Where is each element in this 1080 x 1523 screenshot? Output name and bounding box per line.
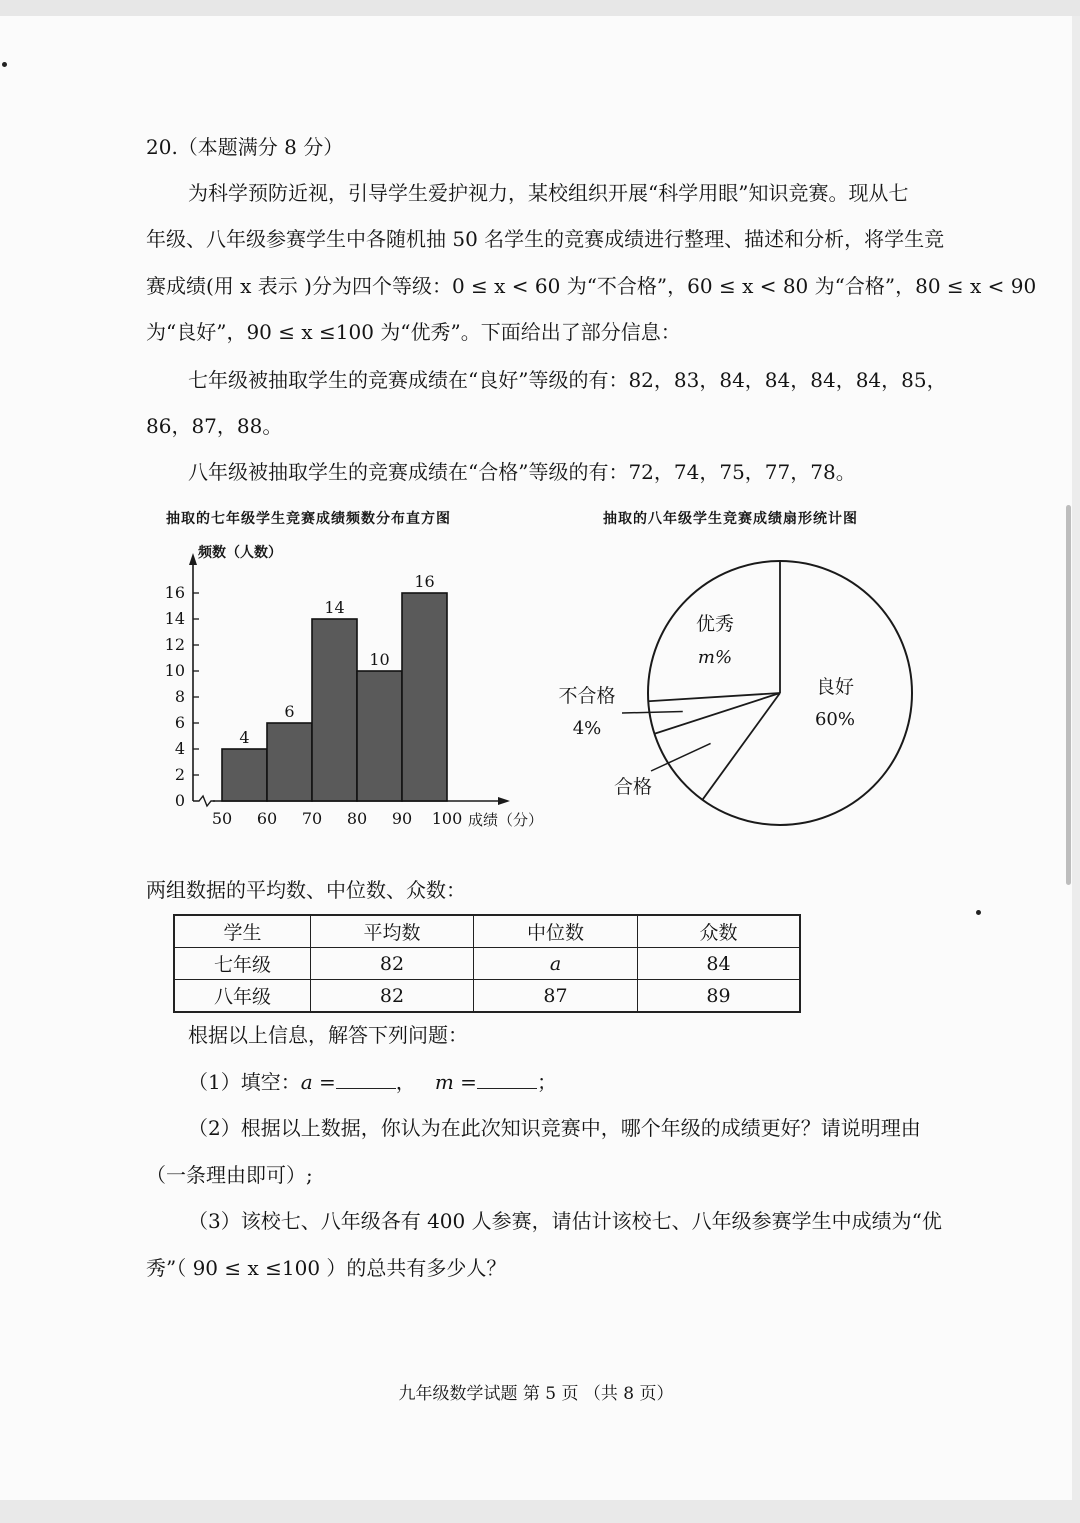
histogram-bar xyxy=(312,619,357,801)
table-row xyxy=(174,980,800,1013)
table-cell: 84 xyxy=(638,948,801,980)
q1-a-label: a = xyxy=(300,1070,336,1094)
grade7-good-scores-cont: 86，87，88。 xyxy=(146,414,283,438)
scan-speck xyxy=(2,62,7,67)
scrollbar[interactable] xyxy=(1066,505,1071,885)
x-tick-label: 90 xyxy=(391,809,413,828)
histogram-title: 抽取的七年级学生竞赛成绩频数分布直方图 xyxy=(166,511,451,527)
table-header: 中位数 xyxy=(474,915,638,948)
pie-label-excellent: 优秀 xyxy=(695,613,735,635)
histogram-chart xyxy=(150,535,570,845)
y-tick-label: 8 xyxy=(174,687,185,706)
y-tick-label: 4 xyxy=(174,739,185,758)
table-header: 众数 xyxy=(638,915,801,948)
grade7-good-scores: 七年级被抽取学生的竞赛成绩在“良好”等级的有：82，83，84，84，84，84，85， xyxy=(188,368,947,392)
paragraph-line-1: 为科学预防近视，引导学生爱护视力，某校组织开展“科学用眼”知识竞赛。现从七 xyxy=(188,181,909,205)
y-tick-label: 14 xyxy=(164,609,185,628)
stats-table xyxy=(173,914,801,1013)
y-tick-label: 16 xyxy=(164,583,185,602)
pie-percent-good: 60% xyxy=(814,709,856,730)
table-intro: 两组数据的平均数、中位数、众数： xyxy=(146,878,466,902)
table-cell: 七年级 xyxy=(174,948,311,980)
pie-percent-excellent: m% xyxy=(697,647,733,668)
table-header: 平均数 xyxy=(311,915,474,948)
histogram-bar xyxy=(357,671,402,801)
x-tick-label: 50 xyxy=(211,809,233,828)
bar-value-label: 16 xyxy=(414,572,435,591)
histogram-xlabel: 成绩（分） xyxy=(468,811,544,829)
bar-value-label: 6 xyxy=(284,702,295,721)
questions-intro: 根据以上信息，解答下列问题： xyxy=(188,1023,468,1047)
histogram-bar xyxy=(222,749,267,801)
table-row xyxy=(174,948,800,980)
table-cell: 82 xyxy=(311,980,474,1013)
x-tick-label: 70 xyxy=(301,809,323,828)
pie-chart xyxy=(545,545,945,835)
paragraph-line-3: 赛成绩(用 x 表示 )分为四个等级：0 ≤ x < 60 为“不合格”，60 ≤ x < 80 为“合格”，80 ≤ x < 90 xyxy=(146,274,1037,298)
paragraph-line-2: 年级、八年级参赛学生中各随机抽 50 名学生的竞赛成绩进行整理、描述和分析，将学生竞 xyxy=(146,227,945,251)
y-tick-label: 0 xyxy=(174,791,185,810)
x-tick-label: 100 xyxy=(431,809,463,828)
q1-line xyxy=(188,1068,557,1096)
table-header: 学生 xyxy=(174,915,311,948)
pie-label-pass: 合格 xyxy=(613,776,653,798)
histogram-bar xyxy=(402,593,447,801)
table-cell: 82 xyxy=(311,948,474,980)
page-footer: 九年级数学试题 第 5 页 （共 8 页） xyxy=(398,1384,674,1404)
scan-speck xyxy=(976,910,981,915)
histogram-bar xyxy=(267,723,312,801)
table-header-row xyxy=(174,915,800,948)
table-cell: a xyxy=(474,948,638,980)
table-cell: 八年级 xyxy=(174,980,311,1013)
y-tick-label: 10 xyxy=(164,661,185,680)
q1-sep: ， xyxy=(395,1070,416,1094)
q2-line-2: （一条理由即可）; xyxy=(146,1163,313,1187)
histogram-ylabel: 频数（人数） xyxy=(198,545,282,561)
top-margin xyxy=(0,0,1080,16)
y-tick-label: 12 xyxy=(164,635,185,654)
question-number: 20.（本题满分 8 分） xyxy=(146,135,344,159)
paragraph-line-4: 为“良好”，90 ≤ x ≤100 为“优秀”。下面给出了部分信息： xyxy=(146,320,681,344)
pie-title: 抽取的八年级学生竞赛成绩扇形统计图 xyxy=(603,511,858,527)
y-tick-label: 2 xyxy=(174,765,185,784)
pie-percent-fail: 4% xyxy=(572,718,602,739)
x-tick-label: 60 xyxy=(256,809,278,828)
bottom-margin xyxy=(0,1500,1080,1523)
x-axis-arrow xyxy=(498,797,510,805)
bar-value-label: 14 xyxy=(324,598,345,617)
q1-a-blank[interactable] xyxy=(336,1068,396,1089)
table-cell: 89 xyxy=(638,980,801,1013)
y-tick-label: 6 xyxy=(174,713,185,732)
q1-prefix: （1）填空： xyxy=(188,1070,301,1094)
bar-value-label: 4 xyxy=(239,728,250,747)
q3-line-2: 秀”（ 90 ≤ x ≤100 ）的总共有多少人？ xyxy=(146,1256,507,1280)
table-cell: 87 xyxy=(474,980,638,1013)
q3-line-1: （3）该校七、八年级各有 400 人参赛，请估计该校七、八年级参赛学生中成绩为“优 xyxy=(188,1209,942,1233)
q1-m-label: m = xyxy=(434,1070,477,1094)
axis-break xyxy=(193,796,215,806)
bar-value-label: 10 xyxy=(369,650,390,669)
q2-line-1: （2）根据以上数据，你认为在此次知识竞赛中，哪个年级的成绩更好？请说明理由 xyxy=(188,1116,921,1140)
grade8-pass-scores: 八年级被抽取学生的竞赛成绩在“合格”等级的有：72，74，75，77，78。 xyxy=(188,460,856,484)
pie-label-good: 良好 xyxy=(815,676,855,698)
q1-m-blank[interactable] xyxy=(477,1068,537,1089)
pie-label-fail: 不合格 xyxy=(558,685,616,707)
x-tick-label: 80 xyxy=(346,809,368,828)
q1-end: ； xyxy=(536,1070,557,1094)
y-axis-arrow xyxy=(189,553,197,565)
